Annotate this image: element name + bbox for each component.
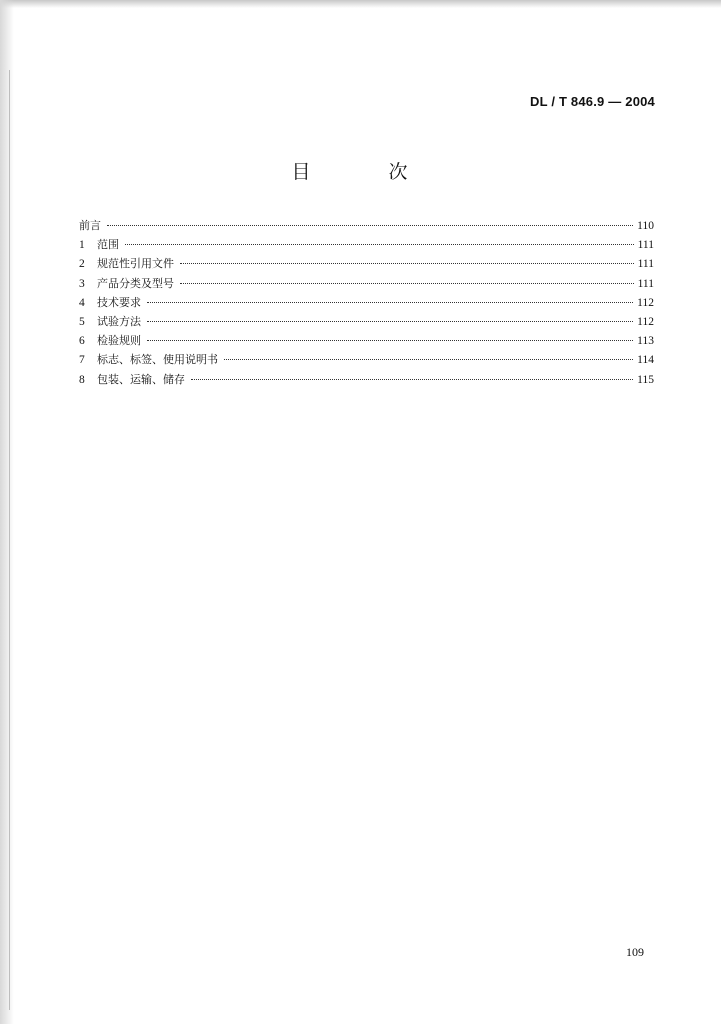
scan-edge-top <box>0 0 721 8</box>
table-of-contents <box>79 216 654 389</box>
toc-entry-label: 规范性引用文件 <box>97 257 174 271</box>
toc-entry-page: 112 <box>637 296 654 309</box>
toc-entry-label: 产品分类及型号 <box>97 276 174 290</box>
toc-entry-label: 包装、运输、储存 <box>97 372 185 386</box>
toc-entry-number: 2 <box>79 258 85 271</box>
toc-entry-label: 范围 <box>97 238 119 252</box>
toc-entry-number: 1 <box>79 239 85 252</box>
toc-title: 目 次 <box>291 161 444 183</box>
toc-entry-page: 112 <box>637 315 654 328</box>
toc-entry-number: 5 <box>79 315 85 328</box>
toc-entry-number: 3 <box>79 277 85 290</box>
toc-leader-dots <box>180 263 634 264</box>
toc-leader-dots <box>147 321 633 322</box>
toc-entry-label: 技术要求 <box>97 295 141 309</box>
toc-entry-marking-labeling[interactable] <box>79 350 654 369</box>
toc-entry-page: 113 <box>637 335 654 348</box>
toc-entry-preface[interactable] <box>79 216 654 235</box>
toc-leader-dots <box>191 379 633 380</box>
toc-entry-packaging-transport[interactable] <box>79 370 654 389</box>
toc-entry-page: 110 <box>637 220 654 232</box>
toc-entry-number: 4 <box>79 296 85 309</box>
toc-entry-classification[interactable] <box>79 274 654 293</box>
toc-entry-scope[interactable] <box>79 235 654 254</box>
toc-leader-dots <box>180 283 634 284</box>
toc-entry-page: 111 <box>637 258 654 271</box>
scan-edge-left <box>0 0 14 1024</box>
toc-entry-page: 114 <box>637 354 654 367</box>
toc-entry-page: 111 <box>637 239 654 252</box>
toc-entry-number: 7 <box>79 354 85 367</box>
toc-entry-page: 115 <box>637 373 654 386</box>
toc-entry-page: 111 <box>637 277 654 290</box>
toc-entry-number: 6 <box>79 335 85 348</box>
scan-binding-mark <box>9 70 10 1010</box>
toc-entry-label: 标志、标签、使用说明书 <box>97 353 218 367</box>
standard-code: DL / T 846.9 — 2004 <box>530 94 655 109</box>
toc-entry-number: 8 <box>79 373 85 386</box>
toc-entry-label: 试验方法 <box>97 314 141 328</box>
toc-leader-dots <box>125 244 634 245</box>
toc-leader-dots <box>107 225 633 226</box>
toc-entry-technical-requirements[interactable] <box>79 293 654 312</box>
toc-entry-test-methods[interactable] <box>79 312 654 331</box>
toc-leader-dots <box>147 340 633 341</box>
toc-entry-normative-references[interactable] <box>79 254 654 273</box>
page-number: 109 <box>626 945 644 959</box>
toc-entry-inspection-rules[interactable] <box>79 331 654 350</box>
toc-leader-dots <box>147 302 633 303</box>
toc-leader-dots <box>224 359 633 360</box>
toc-entry-label: 检验规则 <box>97 334 141 348</box>
toc-entry-label: 前言 <box>79 219 101 232</box>
